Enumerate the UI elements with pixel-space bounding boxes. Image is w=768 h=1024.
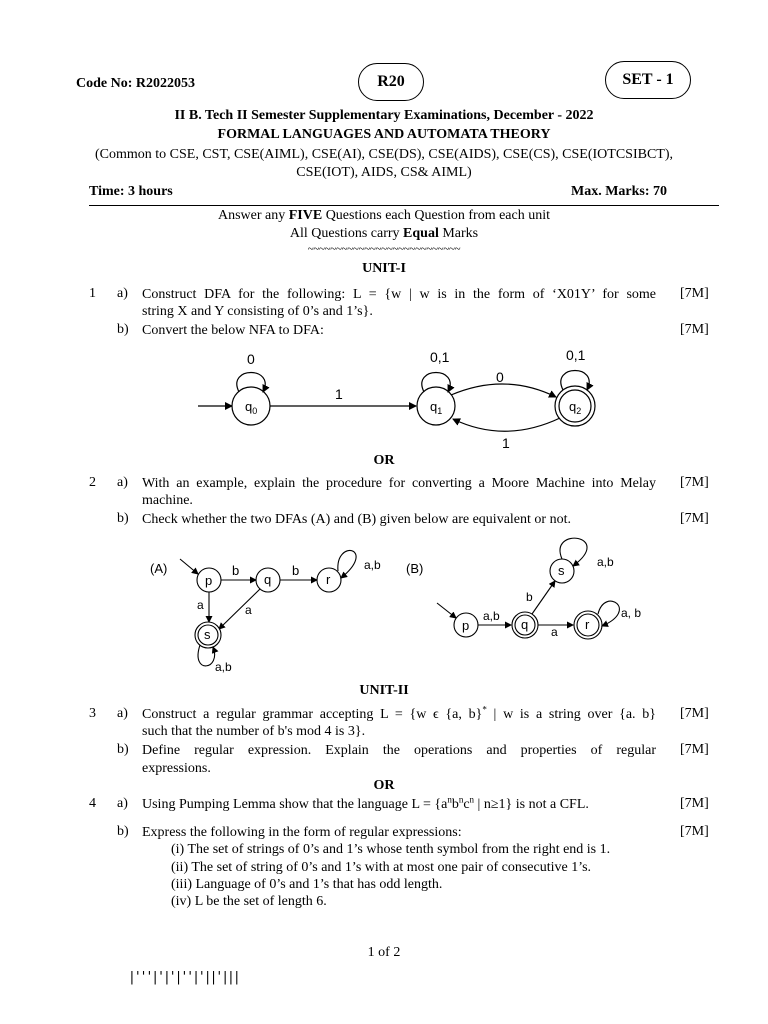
dfa-a-state-s-label: s <box>204 627 211 642</box>
page-number: 1 of 2 <box>367 945 401 960</box>
common-to-line2: CSE(IOT), AIDS, CS& AIML) <box>296 165 472 180</box>
nfa-edge-q0-q1-label: 1 <box>335 386 343 402</box>
dfa-a-edge-q-s-label: a <box>245 603 252 617</box>
nfa-state-q0-label: $q_0$ <box>245 399 258 416</box>
q2a-line1: With an example, explain the procedure for converting a Moore Machine into Melay <box>142 476 656 491</box>
nfa-q0-loop-label: 0 <box>247 351 255 367</box>
unit-2-heading: UNIT-II <box>359 683 409 698</box>
regulation-label: R20 <box>377 73 405 90</box>
dfa-b-title: (B) <box>406 561 424 576</box>
dfa-a-state-r-label: r <box>326 572 331 587</box>
q2a-line2: machine. <box>142 493 193 508</box>
dfa-a-edge-q-s <box>219 589 260 629</box>
nfa-state-q2-label: $q_2$ <box>569 399 582 416</box>
dfa-b-r-loop-label: a, b <box>621 606 642 620</box>
unit-1-heading: UNIT-I <box>362 261 406 276</box>
dfa-a-edge-p-s-label: a <box>197 598 204 612</box>
q1b-text: Convert the below NFA to DFA: <box>142 323 324 338</box>
dfa-b-state-q-label: q <box>521 617 529 632</box>
set-label: SET - 1 <box>622 71 674 88</box>
q3-number: 3 <box>89 706 96 721</box>
q4a-marks: [7M] <box>680 796 709 811</box>
dfa-b-edge-q-s <box>532 581 555 614</box>
q3b-letter: b) <box>117 742 129 757</box>
q2-number: 2 <box>89 475 96 490</box>
q3b-marks: [7M] <box>680 742 709 757</box>
q3a-line2: such that the number of b's mod 4 is 3}. <box>142 724 366 739</box>
q4a-text: Using Pumping Lemma show that the language $L = \{a^nb^nc^n$ | n≥1} is not a CFL. <box>142 794 589 812</box>
nfa-edge-q1-q2-label: 0 <box>496 369 504 385</box>
subject-title: FORMAL LANGUAGES AND AUTOMATA THEORY <box>217 127 551 142</box>
nfa-q1-loop-label: 0,1 <box>430 349 450 365</box>
dfa-b-state-p-label: p <box>462 618 470 633</box>
q2a-letter: a) <box>117 475 128 490</box>
q3b-line1: Define regular expression. Explain the operations and properties of regular <box>142 743 656 758</box>
code-number: Code No: R2022053 <box>76 76 195 91</box>
exam-title: II B. Tech II Semester Supplementary Examinations, December - 2022 <box>174 108 594 123</box>
nfa-state-q1-label: $q_1$ <box>430 399 443 416</box>
q1a-marks: [7M] <box>680 286 709 301</box>
q2b-letter: b) <box>117 511 129 526</box>
time-label: Time: 3 hours <box>89 184 173 199</box>
q4a-letter: a) <box>117 796 128 811</box>
dfa-a-r-loop <box>338 550 356 578</box>
q4b-marks: [7M] <box>680 824 709 839</box>
dfa-a-r-loop-label: a,b <box>364 558 381 572</box>
dfa-a-start-arrow <box>180 559 198 574</box>
dfa-a-state-p-label: p <box>205 573 213 588</box>
dfa-a-s-loop-label: a,b <box>215 660 232 674</box>
barcode: |'''|'|'|''|'||'||| <box>128 970 239 985</box>
instruction-line1: Answer any FIVE Questions each Question from each unit <box>217 208 551 223</box>
q1a-line2: string X and Y consisting of 0’s and 1’s}. <box>142 304 373 319</box>
dfa-a-edge-q-r-label: b <box>292 563 300 578</box>
dfa-b-state-r-label: r <box>585 617 590 632</box>
instruction-line2: All Questions carry Equal Marks <box>289 226 479 241</box>
q3a-marks: [7M] <box>680 706 709 721</box>
dfa-b-edge-p-q-label: a,b <box>483 609 500 623</box>
dfa-b-edge-q-s-label: b <box>526 590 533 604</box>
or-separator-2: OR <box>373 778 395 793</box>
q4b-text: Express the following in the form of regular expressions: <box>142 825 462 840</box>
q4b-item: (iv) L be the set of length 6. <box>171 894 327 909</box>
dfa-b-s-loop-label: a,b <box>597 555 614 569</box>
dfa-a-edge-p-q-label: b <box>232 563 240 578</box>
q4b-item: (i) The set of strings of 0’s and 1’s whose tenth symbol from the right end is 1. <box>171 842 611 857</box>
q1b-marks: [7M] <box>680 322 709 337</box>
or-separator-1: OR <box>373 453 395 468</box>
q4b-item: (iii) Language of 0’s and 1’s that has odd length. <box>171 877 443 892</box>
dfa-b-state-s-label: s <box>558 563 565 578</box>
common-to-line1: (Common to CSE, CST, CSE(AIML), CSE(AI), CSE(DS), CSE(AIDS), CSE(CS), CSE(IOTCSIBCT), <box>94 147 674 162</box>
dfa-b-start-arrow <box>437 603 456 618</box>
nfa-edge-q2-q1-label: 1 <box>502 435 510 451</box>
q3a-line1: Construct a regular grammar accepting L = {w ϵ {a, b}* | w is a string over {a. b} <box>142 704 657 722</box>
q1a-line1: Construct DFA for the following: L = {w | w is in the form of ‘X01Y’ for some <box>142 287 656 302</box>
dfa-b-edge-q-r-label: a <box>551 625 558 639</box>
dfa-a-state-q-label: q <box>264 572 272 587</box>
dfa-a-title: (A) <box>150 561 168 576</box>
q1-number: 1 <box>89 286 96 301</box>
max-marks-label: Max. Marks: 70 <box>571 184 668 199</box>
q1b-letter: b) <box>117 322 129 337</box>
q2a-marks: [7M] <box>680 475 709 490</box>
tilde-separator: ~~~~~~~~~~~~~~~~~~~~~~~~~~~ <box>307 243 461 255</box>
q3a-letter: a) <box>117 706 128 721</box>
q4b-item: (ii) The set of string of 0’s and 1’s with at most one pair of consecutive 1’s. <box>171 860 592 875</box>
q4b-letter: b) <box>117 824 129 839</box>
q1a-letter: a) <box>117 286 128 301</box>
q2b-marks: [7M] <box>680 511 709 526</box>
nfa-q2-loop-label: 0,1 <box>566 347 586 363</box>
q4-number: 4 <box>89 796 96 811</box>
q3b-line2: expressions. <box>142 761 211 776</box>
q2b-text: Check whether the two DFAs (A) and (B) given below are equivalent or not. <box>142 512 571 527</box>
